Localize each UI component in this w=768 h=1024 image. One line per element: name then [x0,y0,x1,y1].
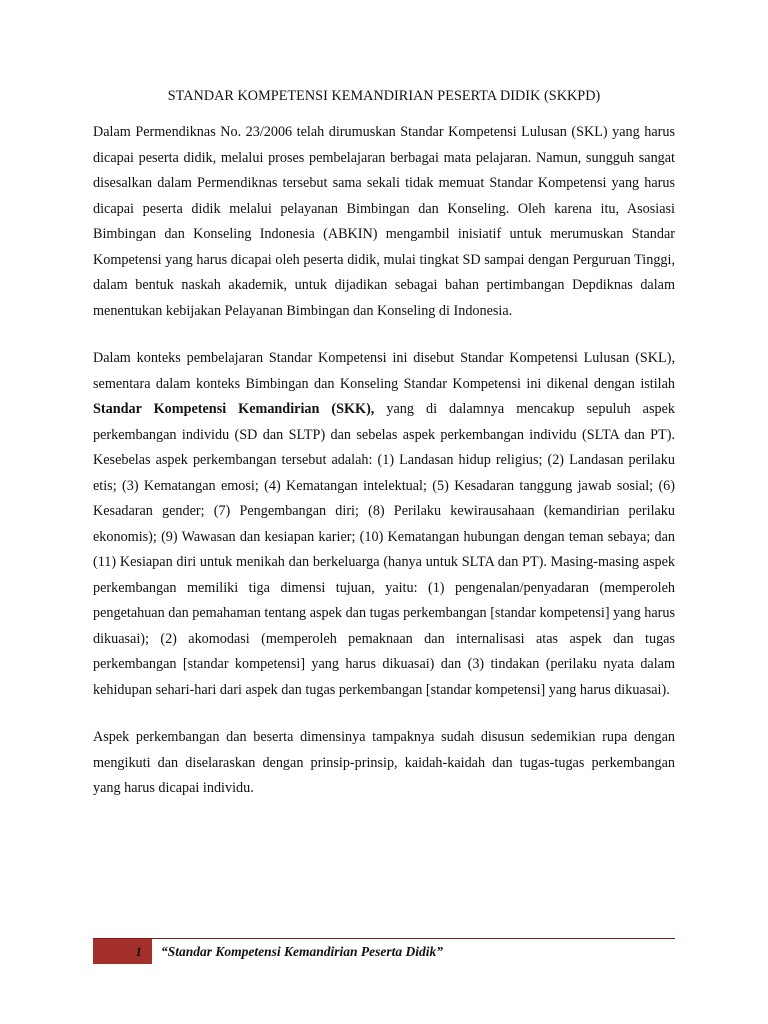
document-body [93,84,675,824]
paragraph-2-text-end: yang di dalamnya mencakup sepuluh aspek perkembangan individu (SD dan SLTP) dan sebelas aspek perkembangan individu (SLTA dan PT). Kesebelas aspek perkembangan tersebut adalah: (1) Landasan hidup religius; (2) Landasan perilaku etis; (3) Kematangan emosi; (4) Kematangan intelektual; (5) Kesadaran tanggung jawab sosial; (6) Kesadaran gender; (7) Pengembangan diri; (8) Perilaku kewirausahaan (kemandirian perilaku ekonomis); (9) Wawasan dan kesiapan karier; (10) Kematangan hubungan dengan teman sebaya; dan (11) Kesiapan diri untuk menikah dan berkeluarga (hanya untuk SLTA dan PT). Masing-masing aspek perkembangan memiliki tiga dimensi tujuan, yaitu: (1) pengenalan/penyadaran (memperoleh pengetahuan dan pemahaman tentang aspek dan tugas perkembangan [standar kompetensi] yang harus dikuasai); (2) akomodasi (memperoleh pemaknaan dan internalisasi atas aspek dan tugas perkembangan [standar kompetensi] yang harus dikuasai) dan (3) tindakan (perilaku nyata dalam kehidupan sehari-hari dari aspek dan tugas perkembangan [standar kompetensi] yang harus dikuasai). [93,401,675,698]
paragraph-3: Aspek perkembangan dan beserta dimensinya tampaknya sudah disusun sedemikian rupa dengan mengikuti dan diselaraskan dengan prinsip-prinsip, kaidah-kaidah dan tugas-tugas perkembangan yang harus dicapai individu. [93,729,675,796]
footer-caption: “Standar Kompetensi Kemandirian Peserta Didik” [161,944,444,959]
paragraph-2-text-start: Dalam konteks pembelajaran Standar Kompetensi ini disebut Standar Kompetensi Lulusan (SKL), sementara dalam konteks Bimbingan dan Konseling Standar Kompetensi ini dikenal dengan istilah [93,350,675,392]
page-footer [93,938,675,964]
paragraph-2-bold-term: Standar Kompetensi Kemandirian (SKK), [93,401,375,417]
paragraph-2 [93,346,675,703]
page-number-badge: 1 [93,939,152,964]
page-title: STANDAR KOMPETENSI KEMANDIRIAN PESERTA DIDIK (SKKPD) [167,88,601,104]
paragraph-1: Dalam Permendiknas No. 23/2006 telah dirumuskan Standar Kompetensi Lulusan (SKL) yang harus dicapai peserta didik, melalui proses pembelajaran berbagai mata pelajaran. Namun, sungguh sangat disesalkan dalam Permendiknas tersebut sama sekali tidak memuat Standar Kompetensi yang harus dicapai peserta didik melalui pelayanan Bimbingan dan Konseling. Oleh karena itu, Asosiasi Bimbingan dan Konseling Indonesia (ABKIN) mengambil inisiatif untuk merumuskan Standar Kompetensi yang harus dicapai oleh peserta didik, mulai tingkat SD sampai dengan Perguruan Tinggi, dalam bentuk naskah akademik, untuk dijadikan sebagai bahan pertimbangan Depdiknas dalam menentukan kebijakan Pelayanan Bimbingan dan Konseling di Indonesia. [93,124,675,319]
